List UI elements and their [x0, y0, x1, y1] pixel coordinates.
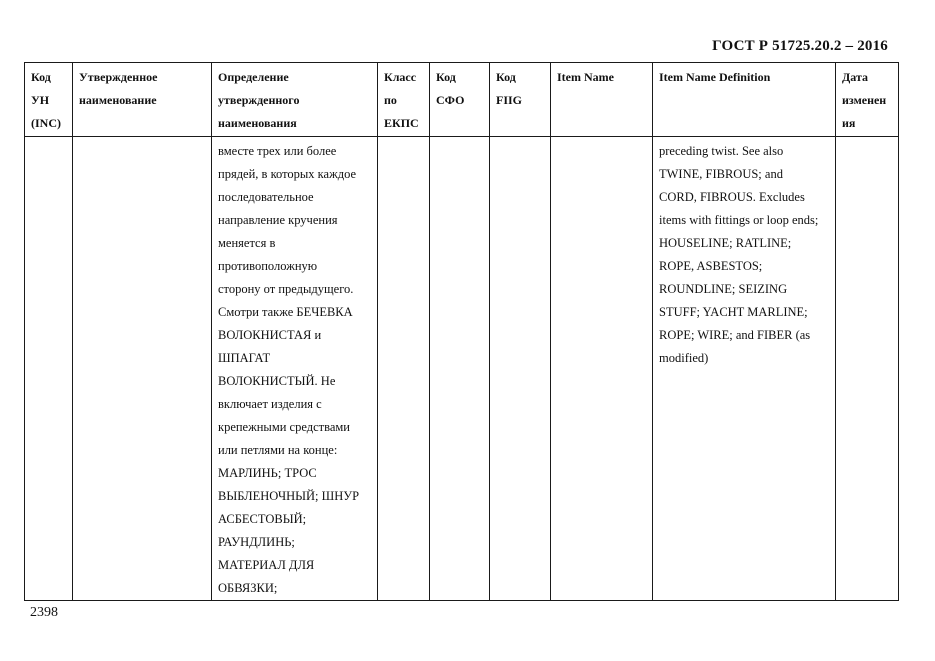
header-item-name-definition: Item Name Definition — [653, 63, 836, 137]
cell-item-name-definition: preceding twist. See also TWINE, FIBROUS; and CORD, FIBROUS. Excludes items with fittings or loop ends; HOUSELINE; RATLINE; ROPE, ASBESTOS; ROUNDLINE; SEIZING STUFF; YACHT MARLINE; ROPE; WIRE; and FIBER (as modified) — [653, 137, 836, 601]
cell-ekps-class — [378, 137, 430, 601]
cell-change-date — [836, 137, 899, 601]
nomenclature-table — [24, 62, 899, 601]
header-definition: Определение утвержденного наименования — [212, 63, 378, 137]
header-fiig-code: Код FIIG — [490, 63, 551, 137]
cell-approved-name — [73, 137, 212, 601]
cell-fiig-code — [490, 137, 551, 601]
document-code: ГОСТ Р 51725.20.2 – 2016 — [712, 38, 888, 54]
header-ekps-class: Класс по ЕКПС — [378, 63, 430, 137]
header-change-date: Дата изменен ия — [836, 63, 899, 137]
table-row — [25, 137, 899, 601]
cell-inc-code — [25, 137, 73, 601]
table-header-row — [25, 63, 899, 137]
header-inc-code: Код УН (INC) — [25, 63, 73, 137]
page-number: 2398 — [30, 605, 58, 620]
header-item-name: Item Name — [551, 63, 653, 137]
header-approved-name: Утвержденное наименование — [73, 63, 212, 137]
cell-definition-ru: вместе трех или более прядей, в которых каждое последовательное направление кручения меняется в противоположную сторону от предыдущего. Смотри также БЕЧЕВКА ВОЛОКНИСТАЯ и ШПАГАТ ВОЛОКНИСТЫЙ. Не включает изделия с крепежными средствами или петлями на конце: МАРЛИНЬ; ТРОС ВЫБЛЕНОЧНЫЙ; ШНУР АСБЕСТОВЫЙ; РАУНДЛИНЬ; МАТЕРИАЛ ДЛЯ ОБВЯЗКИ; — [212, 137, 378, 601]
header-sfo-code: Код СФО — [430, 63, 490, 137]
cell-item-name — [551, 137, 653, 601]
cell-sfo-code — [430, 137, 490, 601]
